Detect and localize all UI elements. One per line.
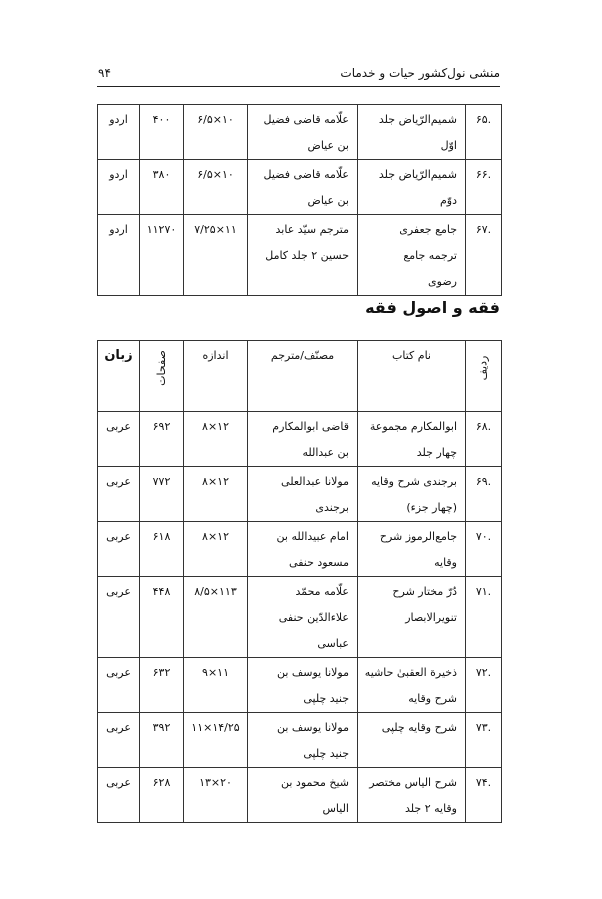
book-title-cell [358,713,466,768]
table-row [98,412,502,467]
table-row [98,713,502,768]
author-name-line: بن عیاض [307,139,349,152]
header-num: ردیف [466,341,502,412]
language-cell [98,768,140,823]
language: عربی [106,530,131,543]
book-size-cell [184,522,248,577]
book-title-line: جامع جعفری [399,223,457,236]
book-size-cell [184,412,248,467]
language: عربی [106,585,131,598]
author-name-cell [248,713,358,768]
book-size: ۱۰×۶/۵ [197,168,234,181]
author-name-line: علّامه قاضی فضیل [263,113,349,126]
author-name-line: بن عیاض [307,194,349,207]
row-number: .۷۲ [475,666,492,679]
row-number: .۷۴ [475,776,492,789]
page-number: ۹۴ [98,66,111,80]
table-row [98,768,502,823]
language: عربی [106,475,131,488]
book-size: ۱۲×۸ [202,475,229,488]
language: عربی [106,666,131,679]
author-name-line: علّامه محمّد [295,585,349,598]
author-name-cell [248,105,358,160]
language-cell [98,412,140,467]
book-title-line: چهار جلد [416,446,457,459]
book-title-line: رضوی [428,275,457,288]
header-lang: زبان [98,341,140,412]
language-cell [98,577,140,658]
row-number: .۶۵ [475,113,492,126]
book-size: ۱۱×۹ [202,666,229,679]
author-name-line: قاضی ابوالمکارم [272,420,349,433]
author-name-line: الیاس [322,802,349,815]
language: عربی [106,776,131,789]
book-size-cell [184,713,248,768]
author-name-cell [248,160,358,215]
book-title-line: ذخیرة العقبیٰ حاشیه [364,666,457,679]
book-size: ۱۲×۸ [202,420,229,433]
language: اردو [109,113,128,126]
author-name-line: مسعود حنفی [289,556,349,569]
author-name-line: مولانا یوسف بن [276,721,349,734]
book-size: ۱۲×۸ [202,530,229,543]
page-count-cell [140,713,184,768]
book-title-line: وقایه ۲ جلد [404,802,457,815]
row-number-cell [466,215,502,296]
book-title-line: وقایه [434,556,457,569]
book-size-cell [184,467,248,522]
book-title-cell [358,467,466,522]
author-name-line: امام عبیدالله بن [276,530,349,543]
book-title-line: شمیم‌الرّیاض جلد [378,168,457,181]
page-count-cell [140,105,184,160]
language-cell [98,105,140,160]
book-title-line: دوّم [439,194,457,207]
table-row [98,215,502,296]
book-title-cell [358,412,466,467]
book-title-line: ترجمه جامع [403,249,457,262]
row-number-cell [466,658,502,713]
page-count: ۳۸۰ [152,168,171,181]
page-count: ۶۳۲ [152,666,171,679]
page-count: ۷۷۲ [152,475,171,488]
language: عربی [106,721,131,734]
book-size-cell [184,768,248,823]
author-name-line: جنید چلپی [303,692,349,705]
book-title-line: شمیم‌الرّیاض جلد [378,113,457,126]
language: اردو [109,223,128,236]
row-number: .۶۷ [475,223,492,236]
book-title-line: جامع‌الرموز شرح [379,530,457,543]
author-name-line: علّامه قاضی فضیل [263,168,349,181]
language-cell [98,522,140,577]
book-size-cell [184,658,248,713]
author-name-line: عباسی [317,637,349,650]
author-name-line: علاءالدّین حنفی [278,611,349,624]
book-size: ۲۰×۱۳ [199,776,232,789]
language-cell [98,215,140,296]
book-title-line: برجندی شرح وقایه [371,475,457,488]
language-cell [98,160,140,215]
header-size: اندازه [184,341,248,412]
table-header-row [98,341,502,412]
book-size-cell [184,577,248,658]
book-title-line: تنویرالابصار [405,611,457,624]
language: عربی [106,420,131,433]
author-name-line: شیخ محمود بن [281,776,349,789]
table-row [98,160,502,215]
page-count-cell [140,215,184,296]
page-count: ۳۹۲ [152,721,171,734]
row-number-cell [466,577,502,658]
book-title-line: دُرّ مختار شرح [392,585,457,598]
language-cell [98,467,140,522]
author-name-line: حسین ۲ جلد کامل [265,249,349,262]
author-name-cell [248,577,358,658]
page-count-cell [140,522,184,577]
row-number-cell [466,522,502,577]
row-number: .۷۱ [475,585,492,598]
author-name-cell [248,658,358,713]
page-count-cell [140,160,184,215]
row-number: .۶۸ [475,420,492,433]
author-name-cell [248,412,358,467]
page-count-cell [140,467,184,522]
row-number: .۶۶ [475,168,492,181]
page-count: ۱۱۲۷۰ [146,223,177,236]
page-count: ۴۴۸ [152,585,171,598]
author-name-cell [248,467,358,522]
book-title-cell [358,522,466,577]
author-name-line: بن عبدالله [302,446,349,459]
book-title-cell [358,577,466,658]
row-number-cell [466,160,502,215]
page-count-cell [140,768,184,823]
book-size: ۱۴/۲۵×۱۱ [191,721,240,734]
book-title-cell [358,658,466,713]
book-size: ۱۰×۶/۵ [197,113,234,126]
book-title-cell [358,160,466,215]
book-title-cell [358,768,466,823]
author-name-cell [248,768,358,823]
header-rule [97,86,500,87]
book-title-line: شرح وقایه چلپی [381,721,457,734]
book-size-cell [184,160,248,215]
table-row [98,658,502,713]
author-name-line: جنید چلپی [303,747,349,760]
book-size-cell [184,105,248,160]
book-size-cell [184,215,248,296]
books-table-fiqh [97,340,502,823]
language-cell [98,713,140,768]
running-header [97,60,500,84]
page-count: ۶۲۸ [152,776,171,789]
page-count: ۶۱۸ [152,530,171,543]
author-name-line: مولانا یوسف بن [276,666,349,679]
table-row [98,577,502,658]
row-number-cell [466,105,502,160]
row-number-cell [466,713,502,768]
table-row [98,522,502,577]
row-number: .۶۹ [475,475,492,488]
book-title-line: شرح وقایه [408,692,457,705]
book-title-line: شرح الیاس مختصر [369,776,457,789]
author-name-line: برجندی [315,501,349,514]
table-row [98,105,502,160]
row-number-cell [466,412,502,467]
running-title: منشی نول‌کشور حیات و خدمات [340,66,500,80]
page-count-cell [140,658,184,713]
header-author: مصنّف/مترجم [248,341,358,412]
language: اردو [109,168,128,181]
row-number: .۷۳ [475,721,492,734]
book-size: ۱۱×۷/۲۵ [194,223,237,236]
book-title-cell [358,215,466,296]
author-name-cell [248,215,358,296]
table-row [98,467,502,522]
section-title: فقه و اصول فقه [365,298,500,317]
author-name-line: مولانا عبدالعلی [281,475,349,488]
book-title-cell [358,105,466,160]
page-count-cell [140,412,184,467]
page-count: ۴۰۰ [152,113,171,126]
page-count: ۶۹۲ [152,420,171,433]
header-pages: صفحات [140,341,184,412]
author-name-cell [248,522,358,577]
book-size: ۱۱۳×۸/۵ [194,585,237,598]
row-number-cell [466,768,502,823]
book-title-line: اوّل [440,139,457,152]
book-title-line: (چهار جزء) [406,501,457,514]
page-count-cell [140,577,184,658]
author-name-line: مترجم سیّد عابد [275,223,349,236]
book-title-line: ابوالمکارم مجموعة [369,420,457,433]
row-number-cell [466,467,502,522]
header-book: نام کتاب [358,341,466,412]
language-cell [98,658,140,713]
row-number: .۷۰ [475,530,492,543]
books-table-urdu [97,104,502,296]
